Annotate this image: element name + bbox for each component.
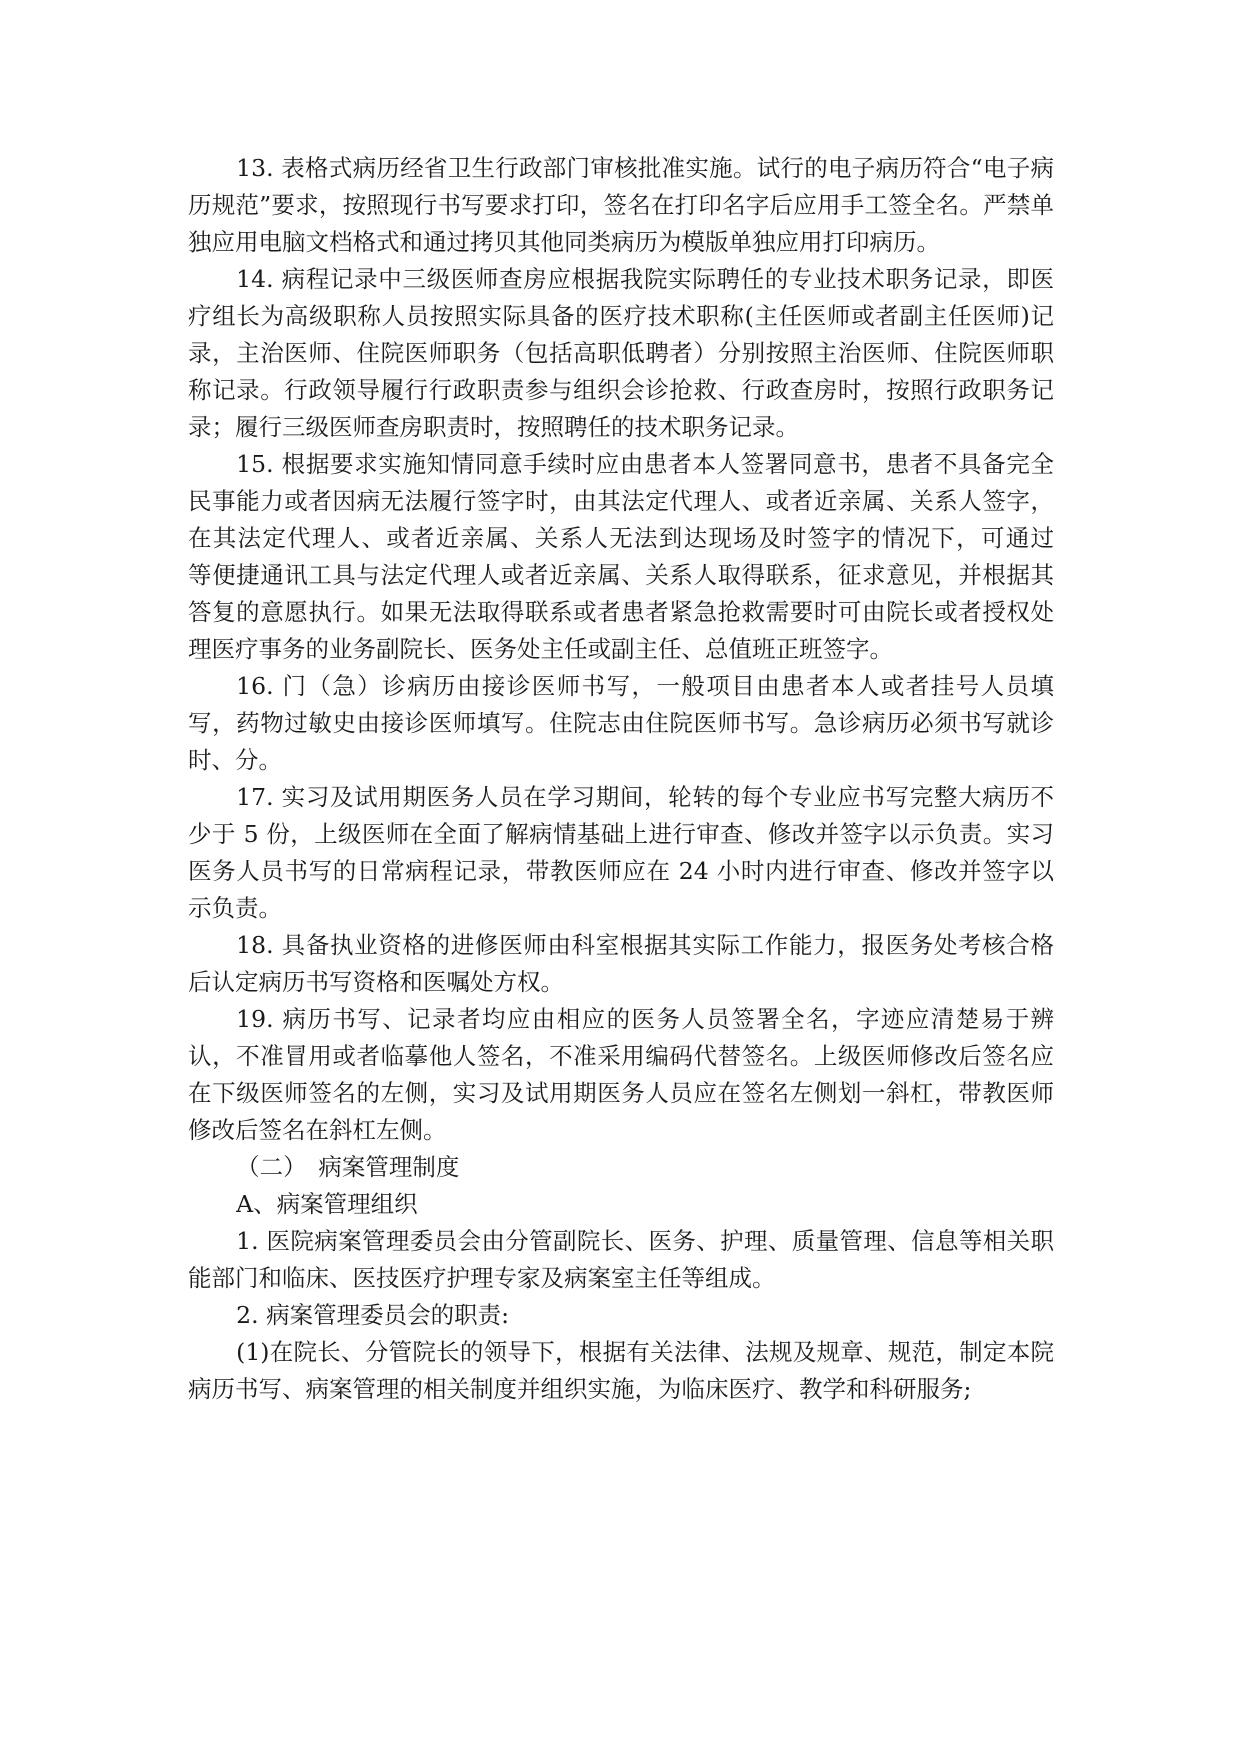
document-page [188,150,1085,1408]
subsection-heading-organization: A、病案管理组织 [236,1190,418,1218]
paragraph-18: 18. 具备执业资格的进修医师由科室根据其实际工作能力，报医务处考核合格后认定病历书写资格和医嘱处方权。 [188,931,1054,996]
paragraph-13: 13. 表格式病历经省卫生行政部门审核批准实施。试行的电子病历符合“电子病历规范”要求，按照现行书写要求打印，签名在打印名字后应用手工签全名。严禁单独应用电脑文档格式和通过拷贝其他同类病历为模版单独应用打印病历。 [188,154,1054,256]
paragraph-duty-1: (1)在院长、分管院长的领导下，根据有关法律、法规及规章、规范，制定本院病历书写、病案管理的相关制度并组织实施，为临床医疗、教学和科研服务; [188,1338,1054,1403]
paragraph-16: 16. 门（急）诊病历由接诊医师书写，一般项目由患者本人或者挂号人员填写，药物过敏史由接诊医师填写。住院志由住院医师书写。急诊病历必须书写就诊时、分。 [188,672,1054,774]
paragraph-19: 19. 病历书写、记录者均应由相应的医务人员签署全名，字迹应清楚易于辨认，不准冒用或者临摹他人签名，不准采用编码代替签名。上级医师修改后签名应在下级医师签名的左侧，实习及试用期医务人员应在签名左侧划一斜杠，带教医师修改后签名在斜杠左侧。 [188,1005,1054,1144]
paragraph-15: 15. 根据要求实施知情同意手续时应由患者本人签署同意书，患者不具备完全民事能力或者因病无法履行签字时，由其法定代理人、或者近亲属、关系人签字，在其法定代理人、或者近亲属、关系人无法到达现场及时签字的情况下，可通过 等便捷通讯工具与法定代理人或者近亲属、关系人取得联系，征求意见，并根据其答复的意愿执行。如果无法取得联系或者患者紧急抢救需要时可由院长或者授权处理医疗事务的业务副院长、医务处主任或副主任、总值班正班签字。 [188,450,1085,663]
paragraph-17: 17. 实习及试用期医务人员在学习期间，轮转的每个专业应书写完整大病历不少于 5 份，上级医师在全面了解病情基础上进行审查、修改并签字以示负责。实习医务人员书写的日常病程记录，带教医师应在 24 小时内进行审查、修改并签字以示负责。 [188,783,1054,922]
paragraph-14: 14. 病程记录中三级医师查房应根据我院实际聘任的专业技术职务记录，即医疗组长为高级职称人员按照实际具备的医疗技术职称(主任医师或者副主任医师)记录，主治医师、住院医师职务（包括高职低聘者）分别按照主治医师、住院医师职称记录。行政领导履行行政职责参与组织会诊抢救、行政查房时，按照行政职务记录；履行三级医师查房职责时，按照聘任的技术职务记录。 [188,265,1054,441]
section-heading-medical-records-management: （二） 病案管理制度 [236,1153,460,1181]
paragraph-committee-duties-title: 2. 病案管理委员会的职责: [236,1301,509,1329]
paragraph-committee-composition: 1. 医院病案管理委员会由分管副院长、医务、护理、质量管理、信息等相关职能部门和临床、医技医疗护理专家及病案室主任等组成。 [188,1227,1054,1292]
